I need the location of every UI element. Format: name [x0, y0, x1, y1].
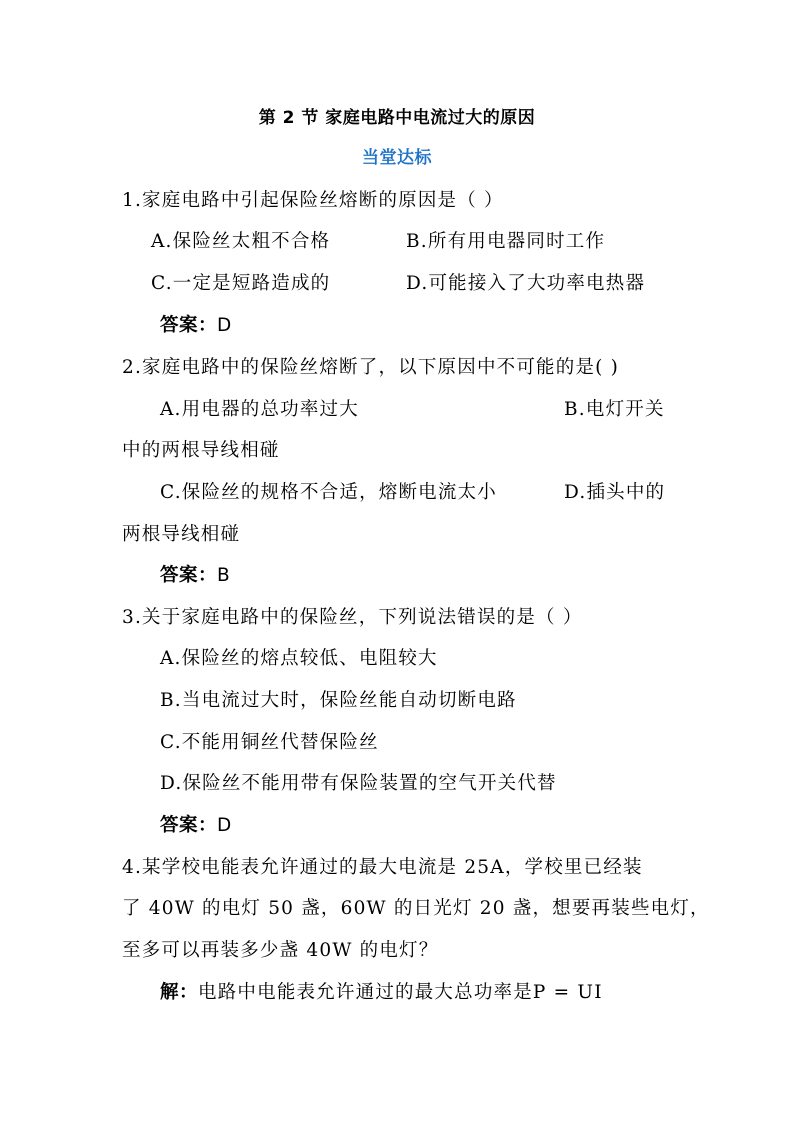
question-2-answer: [160, 563, 230, 589]
question-3-option-d: D.保险丝不能用带有保险装置的空气开关代替: [160, 773, 557, 794]
question-1-option-a: A.保险丝太粗不合格: [151, 231, 331, 252]
question-2-option-b-part2: 中的两根导线相碰: [122, 440, 280, 461]
question-3-option-c: C.不能用铜丝代替保险丝: [160, 732, 379, 753]
answer-label: 答案：: [160, 815, 218, 836]
page-title: 第 2 节 家庭电路中电流过大的原因: [258, 108, 536, 128]
question-3-option-b: B.当电流过大时，保险丝能自动切断电路: [160, 690, 517, 711]
question-2-option-b-part1: B.电灯开关: [564, 399, 665, 420]
question-3-answer: [160, 813, 232, 839]
question-1-option-c: C.一定是短路造成的: [151, 273, 331, 294]
question-2-option-d-part2: 两根导线相碰: [122, 524, 241, 545]
question-4-solution: [160, 980, 603, 1006]
question-1-stem: 1.家庭电路中引起保险丝熔断的原因是（ ）: [122, 190, 504, 211]
question-2-stem: 2.家庭电路中的保险丝熔断了，以下原因中不可能的是( ): [122, 357, 620, 378]
answer-label: 答案：: [160, 315, 218, 336]
question-3-option-a: A.保险丝的熔点较低、电阻较大: [160, 648, 438, 669]
answer-value: D: [217, 815, 232, 836]
question-2-option-d-part1: D.插头中的: [564, 482, 666, 503]
question-2-option-a: A.用电器的总功率过大: [160, 399, 359, 420]
question-4-line-3: 至多可以再装多少盏 40W 的电灯？: [122, 940, 439, 961]
solution-text: 电路中电能表允许通过的最大总功率是P = UI: [198, 982, 603, 1003]
question-3-stem: 3.关于家庭电路中的保险丝，下列说法错误的是（ ）: [122, 607, 583, 628]
solution-label: 解：: [160, 982, 199, 1003]
answer-value: B: [217, 565, 231, 586]
question-1-option-d: D.可能接入了大功率电热器: [406, 273, 646, 294]
answer-value: D: [217, 315, 232, 336]
question-2-option-c: C.保险丝的规格不合适，熔断电流太小: [160, 482, 497, 503]
question-4-line-1: 4.某学校电能表允许通过的最大电流是 25A，学校里已经装: [122, 857, 643, 878]
question-4-line-2: 了 40W 的电灯 50 盏，60W 的日光灯 20 盏，想要再装些电灯，: [122, 898, 710, 919]
answer-label: 答案：: [160, 565, 218, 586]
question-1-option-b: B.所有用电器同时工作: [406, 231, 606, 252]
question-1-answer: [160, 313, 232, 339]
section-subtitle: 当堂达标: [362, 148, 432, 168]
